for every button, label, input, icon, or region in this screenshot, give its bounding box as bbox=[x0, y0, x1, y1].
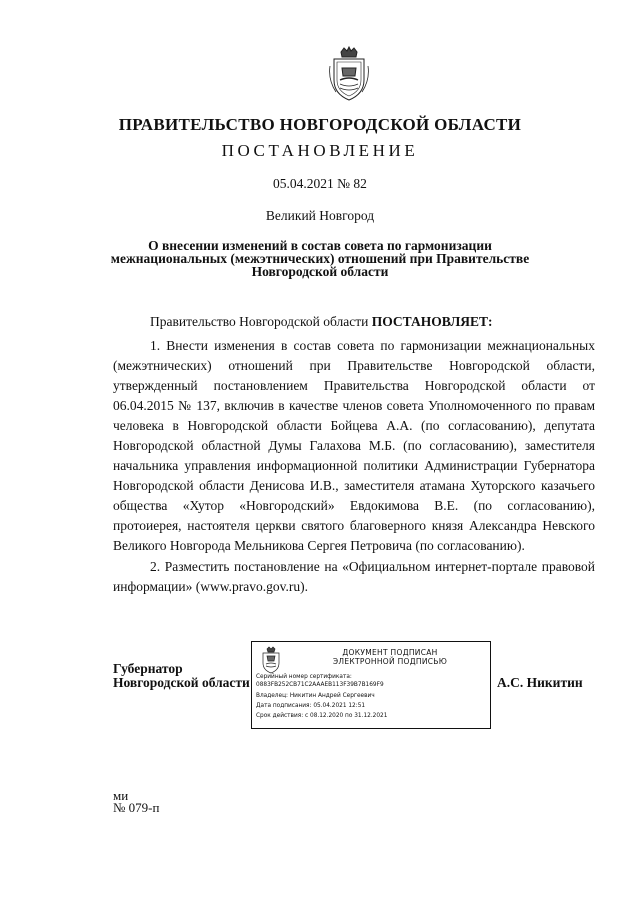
stamp-coat-of-arms-icon bbox=[260, 646, 282, 674]
footer-number: № 079-п bbox=[113, 800, 160, 815]
stamp-title-line: ЭЛЕКТРОННОЙ ПОДПИСЬЮ bbox=[332, 657, 448, 666]
government-title: ПРАВИТЕЛЬСТВО НОВГОРОДСКОЙ ОБЛАСТИ bbox=[118, 115, 522, 134]
stamp-title bbox=[290, 648, 490, 666]
subject-line: межнациональных (межэтнических) отношений при Правительстве bbox=[110, 251, 530, 266]
signatory-title-line: Губернатор bbox=[113, 661, 183, 676]
subject-line: Новгородской области bbox=[251, 264, 389, 279]
document-subject bbox=[0, 239, 640, 278]
decree-item-1: 1. Внести изменения в состав совета по гармонизации межнациональных (межэтнических) отношений при Правительстве Новгородской области, утвержденный постановлением Правительства Новгородской области от 06.04.2015 № 137, включив в качестве членов совета Уполномоченного по правам человека в Новгородской области Бойцева А.А. (по согласованию), депутата Новгородской областной Думы Галахова М.Б. (по согласованию), заместителя начальника управления информационной политики Администрации Губернатора Новгородской области Денисова И.В., заместителя атамана Хуторского казачьего общества «Хутор «Новгородский» Евдокимова В.Е. (по согласованию), протоиерея, настоятеля церкви святого благоверного князя Александра Невского Великого Новгорода Мельникова Сергея Петровича (по согласованию). bbox=[113, 338, 595, 553]
subject-line: О внесении изменений в состав совета по гармонизации bbox=[148, 238, 492, 253]
footer-code bbox=[113, 790, 159, 814]
decree-item-2: 2. Разместить постановление на «Официальном интернет-портале правовой информации» (www.pravo.gov.ru). bbox=[113, 559, 595, 594]
signatory-title bbox=[113, 662, 250, 690]
decree-keyword: ПОСТАНОВЛЯЕТ: bbox=[371, 314, 493, 329]
stamp-cert-label: Серийный номер сертификата: bbox=[256, 674, 352, 680]
signatory-name: А.С. Никитин bbox=[497, 675, 583, 690]
stamp-signed-date: Дата подписания: 05.04.2021 12:51 bbox=[256, 703, 366, 709]
stamp-cert-serial: 0883FB252CB71C2AAAEB113F39B7B169F9 bbox=[256, 682, 384, 688]
electronic-signature-stamp bbox=[251, 641, 491, 729]
intro-text: Правительство Новгородской области bbox=[150, 314, 372, 329]
decree-intro bbox=[113, 312, 595, 332]
document-city: Великий Новгород bbox=[265, 208, 375, 223]
footer-initials: ми bbox=[113, 788, 129, 803]
signatory-title-line: Новгородской области bbox=[113, 675, 250, 690]
document-type: ПОСТАНОВЛЕНИЕ bbox=[221, 141, 419, 160]
document-date-number: 05.04.2021 № 82 bbox=[273, 176, 367, 191]
coat-of-arms-icon bbox=[328, 46, 370, 102]
stamp-owner: Владелец: Никитин Андрей Сергеевич bbox=[256, 693, 375, 699]
stamp-validity: Срок действия: с 08.12.2020 по 31.12.2021 bbox=[256, 713, 388, 719]
stamp-title-line: ДОКУМЕНТ ПОДПИСАН bbox=[342, 648, 438, 657]
